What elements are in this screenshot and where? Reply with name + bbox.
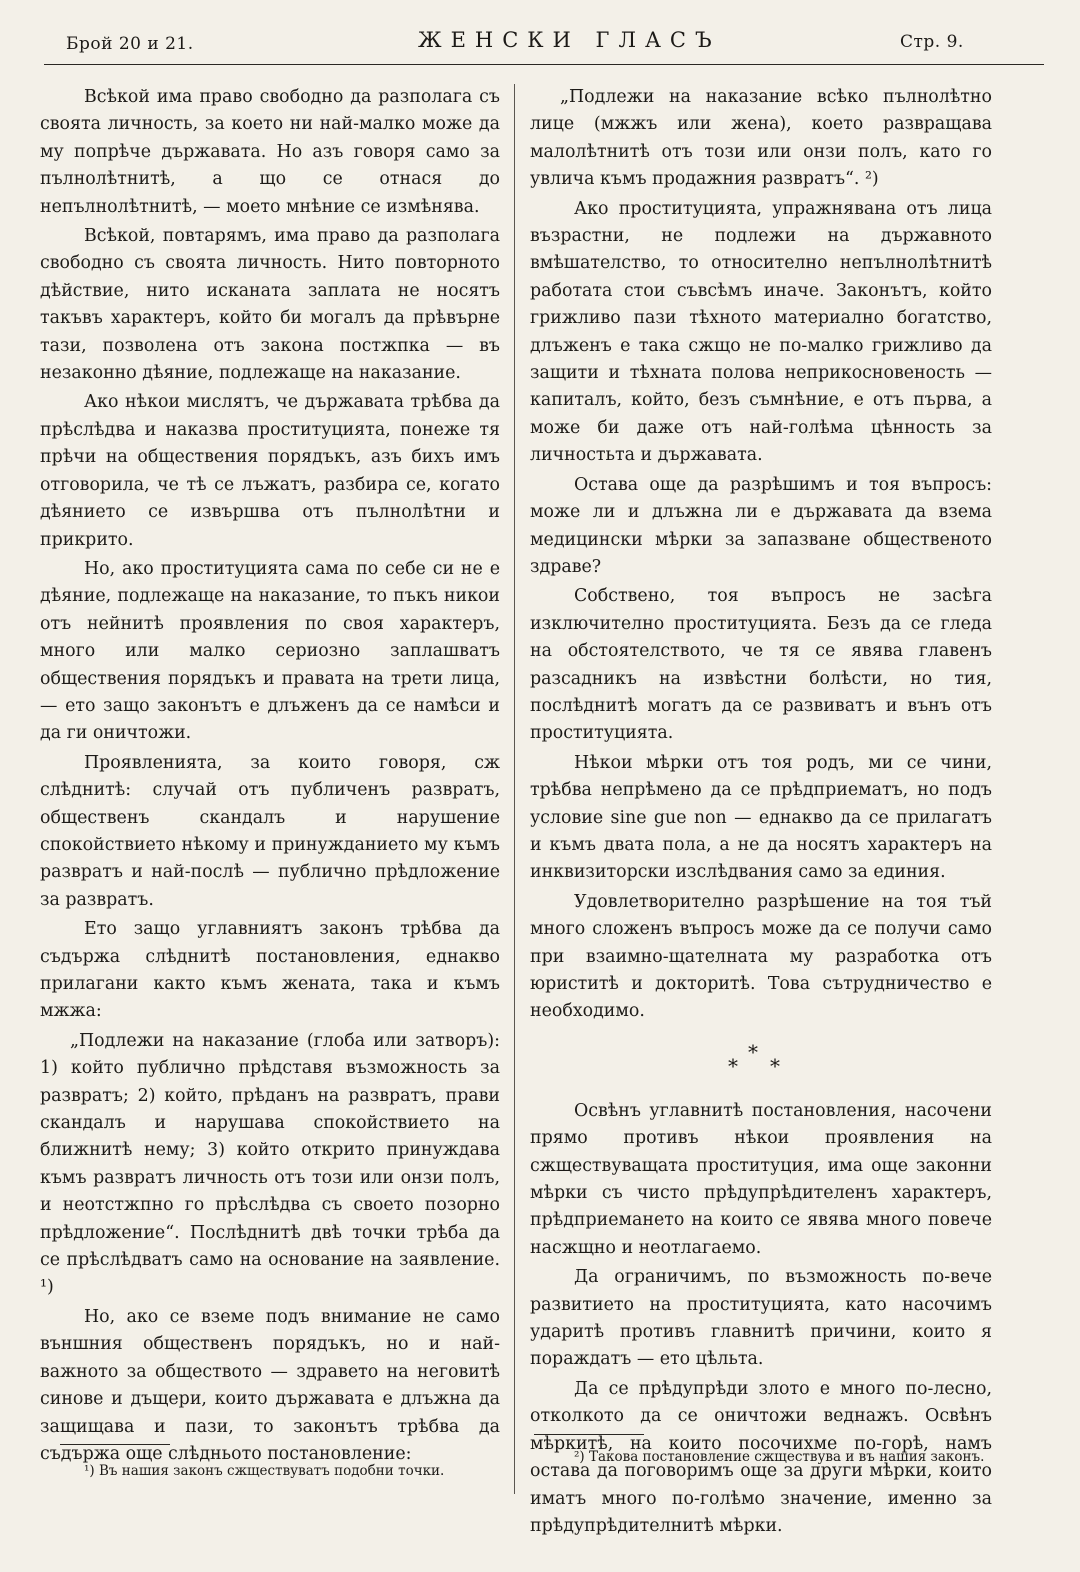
asterism-separator	[530, 1039, 992, 1088]
header-divider	[44, 64, 1044, 65]
left-column	[40, 84, 500, 1470]
paragraph: Но, ако се вземе подъ внимание не само външния общественъ порядъкъ, но и най-важното за обществото — здравето на неговитѣ синове и дъщери, които държавата е длъжна да защищава и пази, то законътъ трѣбва да съдържа още слѣдньото постановление:	[40, 1306, 500, 1464]
paragraph: Да се прѣдупрѣди злото е много по-лесно, отколкото да се оничтожи веднажъ. Освѣнъ мѣркитѣ, на които посочихме по-горѣ, намъ остава да поговоримъ още за други мѣрки, които иматъ много по-голѣмо значение, именно за прѣдупрѣдителнитѣ мѣрки.	[530, 1378, 992, 1536]
paragraph: Нѣкои мѣрки отъ тоя родъ, ми се чини, трѣбва непрѣмено да се прѣдприематъ, но подъ условие sine gue non — еднакво да се прилагатъ и къмъ двата пола, а не да носятъ характеръ на инквизиторски изслѣдвания само за единия.	[530, 752, 992, 883]
right-column	[530, 84, 992, 1542]
page-number: Стр. 9.	[900, 32, 964, 52]
asterisk: *	[728, 1053, 738, 1078]
paragraph: Всѣкой, повтарямъ, има право да разполага свободно съ своята личность. Нито повторното дѣйствие, нито исканата заплата не носятъ такъвъ характеръ, който би могалъ да прѣвърне тази, позволена отъ закона постжпка — въ незаконно дѣяние, подлежаще на наказание.	[40, 226, 500, 384]
newspaper-title: ЖЕНСКИ ГЛАСЪ	[418, 28, 721, 52]
footnote-1: ¹) Въ нашия законъ сжществуватъ подобни точки.	[84, 1463, 445, 1479]
asterisk: *	[770, 1053, 780, 1078]
paragraph: Освѣнъ углавнитѣ постановления, насочени прямо противъ нѣкои проявления на сжществуващата проституция, има още законни мѣрки съ чисто прѣдупрѣдителенъ характеръ, прѣдприемането на които се явява много повече насжщно и неотлагаемо.	[530, 1100, 992, 1258]
asterisk: *	[748, 1039, 758, 1064]
footnote-2: ²) Такова постановление сжществува и въ нашия законъ.	[574, 1449, 985, 1465]
paragraph: Проявленията, за които говоря, сж слѣднитѣ: случай отъ публиченъ развратъ, общественъ скандалъ и нарушение спокойствието нѣкому и принужданието му къмъ развратъ и най-послѣ — публично прѣдложение за развратъ.	[40, 752, 500, 910]
paragraph: Удовлетворително разрѣшение на тоя тъй много сложенъ въпросъ може да се получи само при взаимно-щателната му разработка отъ юриститѣ и докторитѣ. Това сътрудничество е необходимо.	[530, 891, 992, 1022]
paragraph: Да ограничимъ, по възможность по-вече развитието на проституцията, като насочимъ ударитѣ противъ главнитѣ причини, които я пораждатъ — ето цѣльта.	[530, 1267, 992, 1370]
footnote-divider	[534, 1434, 644, 1435]
issue-number: Брой 20 и 21.	[66, 34, 194, 54]
paragraph: Ако проституцията, упражнявана отъ лица възрастни, не подлежи на държавното вмѣшателство, то относително непълнолѣтнитѣ работата стои съвсѣмъ иначе. Законътъ, който грижливо пази тѣхното материално богатство, длъженъ е така сжщо не по-малко грижливо да защити и тѣхната полова неприкосновеность — капиталъ, който, безъ съмнѣние, е отъ първа, а може би даже отъ най-голѣма цѣнность за личностьта и държавата.	[530, 198, 992, 466]
law-quote: „Подлежи на наказание (глоба или затворъ): 1) който публично прѣдставя възможность за развратъ; 2) който, прѣданъ на развратъ, прави скандалъ и нарушава спокойствието на ближнитѣ нему; 3) който открито принуждава къмъ развратъ личность отъ този или онзи полъ, и неотстжпно го прѣслѣдва съ своето позорно прѣдложение“. Послѣднитѣ двѣ точки трѣба да се прѣслѣдватъ само на основание на заявление. ¹)	[40, 1030, 500, 1298]
law-quote: „Подлежи на наказание всѣко пълнолѣтно лице (мжжъ или жена), което развращава малолѣтнитѣ отъ този или онзи полъ, като го увлича къмъ продажния развратъ“. ²)	[530, 87, 992, 190]
column-divider	[514, 84, 515, 1494]
paragraph: Всѣкой има право свободно да разполага съ своята личность, за което ни най-малко може да му попрѣче държавата. Но азъ говоря само за пълнолѣтнитѣ, а що се отнася до непълнолѣтнитѣ, — моето мнѣние се измѣнява.	[40, 87, 500, 217]
paragraph: Остава още да разрѣшимъ и тоя въпросъ: може ли и длъжна ли е държавата да взема медицински мѣрки за запазване общественото здраве?	[530, 474, 992, 577]
paragraph: Ако нѣкои мислятъ, че държавата трѣбва да прѣслѣдва и наказва проституцията, понеже тя прѣчи на обществения порядъкъ, азъ бихъ имъ отговорила, че тѣ се лъжатъ, разбира се, когато дѣянието се извършва отъ пълнолѣтни и прикрито.	[40, 392, 500, 550]
paragraph: Собствено, тоя въпросъ не засѣга изключително проституцията. Безъ да се гледа на обстоятелството, че тя се явява главенъ разсадникъ на извѣстни болѣсти, но тия, послѣднитѣ могатъ да се развиватъ и вънъ отъ проституцията.	[530, 586, 992, 744]
paragraph: Ето защо углавниятъ законъ трѣбва да съдържа слѣднитѣ постановления, еднакво прилагани както къмъ жената, така и къмъ мжжа:	[40, 919, 500, 1022]
paragraph: Но, ако проституцията сама по себе си не е дѣяние, подлежаще на наказание, то пъкъ никои отъ нейнитѣ проявления по своя характеръ, много или малко сериозно заплашватъ обществения порядъкъ и правата на трети лица, — ето защо законътъ е длъженъ да се намѣси и да ги оничтожи.	[40, 558, 500, 744]
footnote-divider	[60, 1444, 170, 1445]
